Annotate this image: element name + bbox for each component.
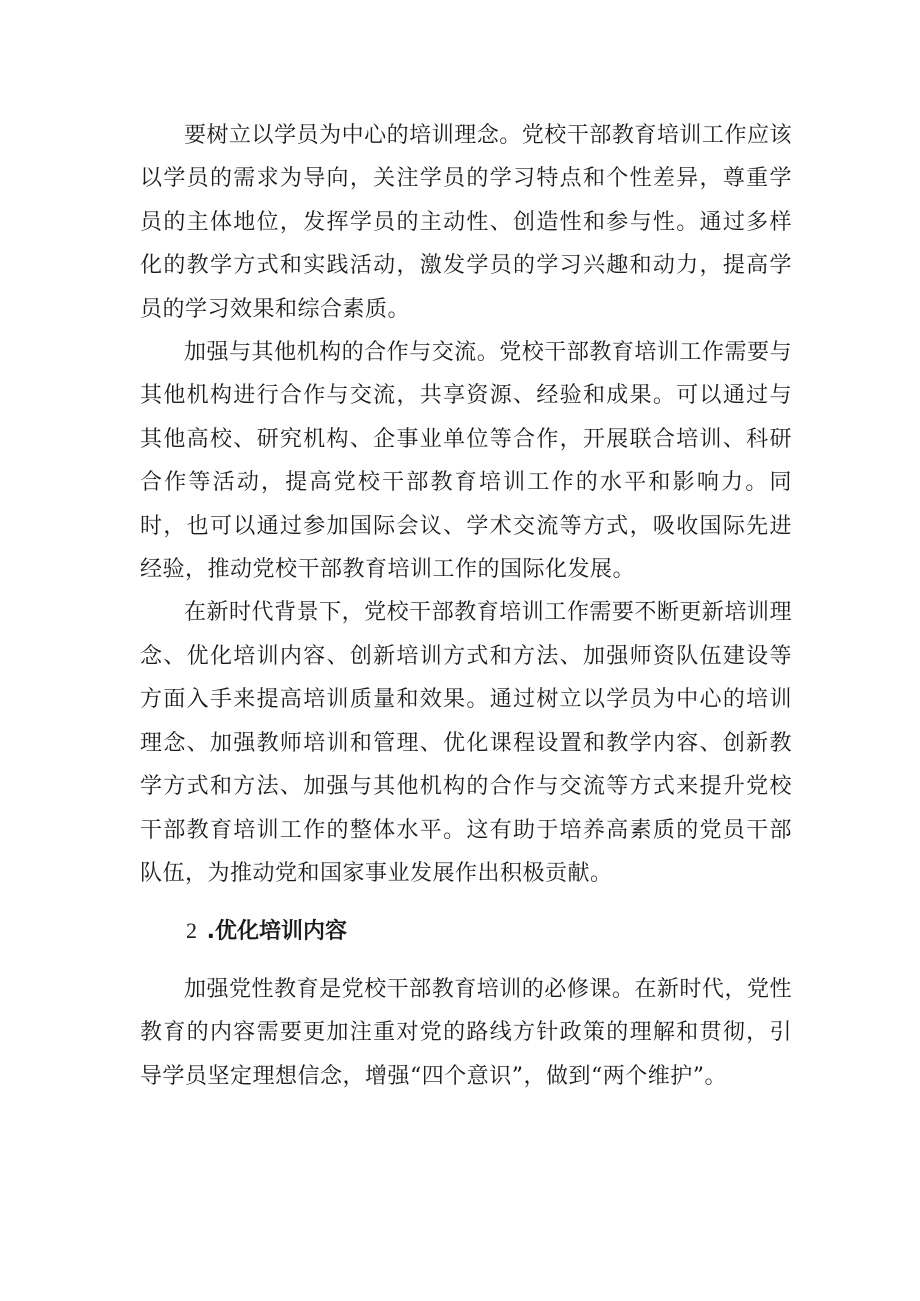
section-title: .优化培训内容 xyxy=(206,919,348,945)
section-number: 2 xyxy=(186,918,197,944)
paragraph-party-education: 加强党性教育是党校干部教育培训的必修课。在新时代，党性教育的内容需要更加注重对党的路线方针政策的理解和贯彻，引导学员坚定理想信念，增强“四个意识”，做到“两个维护”。 xyxy=(140,976,792,1089)
paragraph-learner-centered: 要树立以学员为中心的培训理念。党校干部教育培训工作应该以学员的需求为导向，关注学员的学习特点和个性差异，尊重学员的主体地位，发挥学员的主动性、创造性和参与性。通过多样化的教学方式和实践活动，激发学员的学习兴趣和动力，提高学员的学习效果和综合素质。 xyxy=(140,123,792,322)
document-body xyxy=(140,114,792,1098)
paragraph-cooperation: 加强与其他机构的合作与交流。党校干部教育培训工作需要与其他机构进行合作与交流，共享资源、经验和成果。可以通过与其他高校、研究机构、企事业单位等合作，开展联合培训、科研合作等活动，提高党校干部教育培训工作的水平和影响力。同时，也可以通过参加国际会议、学术交流等方式，吸收国际先进经验，推动党校干部教育培训工作的国际化发展。 xyxy=(140,340,792,583)
paragraph-new-era: 在新时代背景下，党校干部教育培训工作需要不断更新培训理念、优化培训内容、创新培训方式和方法、加强师资队伍建设等方面入手来提高培训质量和效果。通过树立以学员为中心的培训理念、加强教师培训和管理、优化课程设置和教学内容、创新教学方式和方法、加强与其他机构的合作与交流等方式来提升党校干部教育培训工作的整体水平。这有助于培养高素质的党员干部队伍，为推动党和国家事业发展作出积极贡献。 xyxy=(140,600,792,886)
section-heading xyxy=(140,909,792,953)
